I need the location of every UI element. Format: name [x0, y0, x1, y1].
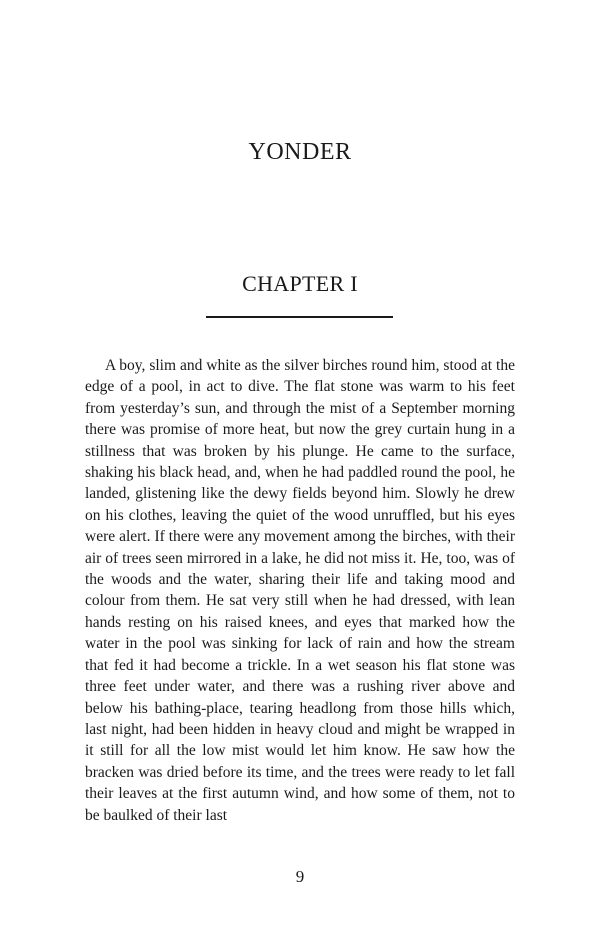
- chapter-title: CHAPTER I: [242, 271, 358, 296]
- book-title: YONDER: [248, 139, 352, 165]
- body-paragraph: A boy, slim and white as the silver birches round him, stood at the edge of a pool, in act to dive. The flat stone was warm to his feet from yesterday’s sun, and through the mist of a September morning there was promise of more heat, but now the grey curtain hung in a stillness that was broken by his plunge. He came to the surface, shaking his black head, and, when he had paddled round the pool, he landed, glistening like the dewy fields beyond him. Slowly he drew on his clothes, leaving the quiet of the wood unruffled, but his eyes were alert. If there were any movement among the birches, with their air of trees seen mirrored in a lake, he did not miss it. He, too, was of the woods and the water, sharing their life and taking mood and colour from them. He sat very still when he had dressed, with lean hands resting on his raised knees, and eyes that marked how the water in the pool was sinking for lack of rain and how the stream that fed it had become a trickle. In a wet season his flat stone was three feet under water, and there was a rushing river above and below his bathing-place, tearing headlong from those hills which, last night, had been hidden in heavy cloud and might be wrapped in it still for all the low mist would let him know. He saw how the bracken was dried before its time, and the trees were ready to let fall their leaves at the first autumn wind, and how some of them, not to be baulked of their last: [85, 357, 515, 824]
- chapter-divider-rule: [206, 316, 393, 318]
- page-number: 9: [295, 867, 305, 886]
